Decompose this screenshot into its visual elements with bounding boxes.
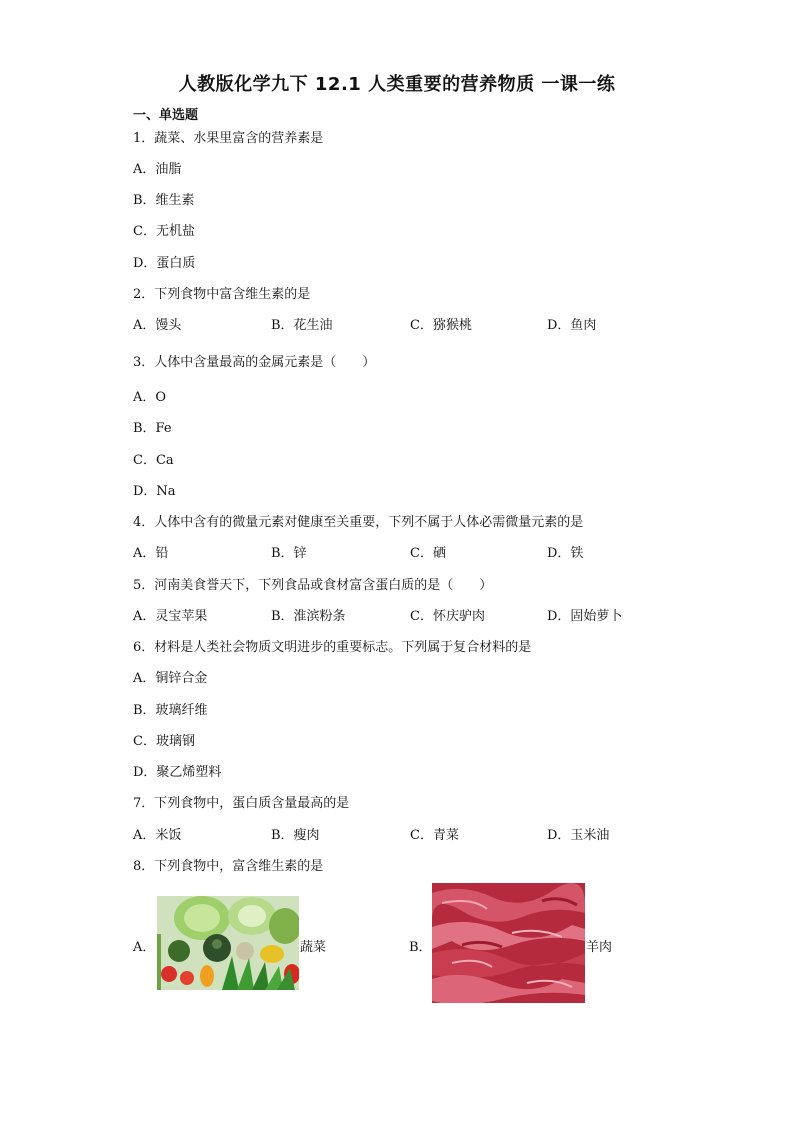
question-3-option-d[interactable]: D．Na bbox=[133, 484, 176, 499]
question-5-option-c[interactable]: C．怀庆驴肉 bbox=[410, 609, 485, 624]
question-8-option-a-letter[interactable]: A． bbox=[133, 940, 156, 955]
question-1-option-d[interactable]: D．蛋白质 bbox=[133, 256, 196, 271]
question-2-option-a[interactable]: A．馒头 bbox=[133, 318, 182, 333]
question-7-option-b[interactable]: B．瘦肉 bbox=[271, 828, 320, 843]
mutton-illustration bbox=[432, 883, 585, 1003]
question-4-option-d[interactable]: D．铁 bbox=[547, 546, 584, 561]
question-8-option-b-letter[interactable]: B． bbox=[409, 940, 432, 955]
question-2-stem: 2．下列食物中富含维生素的是 bbox=[133, 287, 311, 302]
question-6-option-c[interactable]: C．玻璃钢 bbox=[133, 734, 195, 749]
question-6-option-b[interactable]: B．玻璃纤维 bbox=[133, 703, 208, 718]
question-5-option-a[interactable]: A．灵宝苹果 bbox=[133, 609, 208, 624]
question-7-option-a[interactable]: A．米饭 bbox=[133, 828, 182, 843]
question-2-option-d[interactable]: D．鱼肉 bbox=[547, 318, 597, 333]
question-4-option-c[interactable]: C．硒 bbox=[410, 546, 446, 561]
question-7-stem: 7．下列食物中，蛋白质含量最高的是 bbox=[133, 796, 350, 811]
question-6-stem: 6．材料是人类社会物质文明进步的重要标志。下列属于复合材料的是 bbox=[133, 640, 532, 655]
question-3-option-c[interactable]: C．Ca bbox=[133, 453, 174, 468]
question-4-option-a[interactable]: A．铅 bbox=[133, 546, 169, 561]
page-title: 人教版化学九下 12.1 人类重要的营养物质 一课一练 bbox=[178, 74, 616, 95]
mutton-image[interactable] bbox=[432, 883, 585, 1003]
question-7-option-d[interactable]: D．玉米油 bbox=[547, 828, 610, 843]
question-5-option-d[interactable]: D．固始萝卜 bbox=[547, 609, 623, 624]
question-3-option-a[interactable]: A．O bbox=[133, 390, 167, 405]
question-4-option-b[interactable]: B．锌 bbox=[271, 546, 307, 561]
question-8-stem: 8．下列食物中，富含维生素的是 bbox=[133, 859, 324, 874]
question-1-option-b[interactable]: B．维生素 bbox=[133, 193, 195, 208]
question-3-stem: 3．人体中含量最高的金属元素是（ ） bbox=[133, 355, 376, 370]
question-1-option-c[interactable]: C．无机盐 bbox=[133, 224, 195, 239]
vegetables-illustration bbox=[157, 896, 299, 990]
question-3-option-b[interactable]: B．Fe bbox=[133, 421, 172, 436]
question-2-option-c[interactable]: C．猕猴桃 bbox=[410, 318, 472, 333]
question-5-stem: 5．河南美食誉天下，下列食品或食材富含蛋白质的是（ ） bbox=[133, 578, 493, 593]
question-6-option-a[interactable]: A．铜锌合金 bbox=[133, 671, 208, 686]
question-8-option-a-label[interactable]: 蔬菜 bbox=[300, 940, 327, 955]
question-6-option-d[interactable]: D．聚乙烯塑料 bbox=[133, 765, 222, 780]
question-7-option-c[interactable]: C．青菜 bbox=[410, 828, 459, 843]
question-5-option-b[interactable]: B．淮滨粉条 bbox=[271, 609, 346, 624]
vegetables-image[interactable] bbox=[157, 896, 299, 990]
question-4-stem: 4．人体中含有的微量元素对健康至关重要，下列不属于人体必需微量元素的是 bbox=[133, 515, 584, 530]
question-1-option-a[interactable]: A．油脂 bbox=[133, 162, 182, 177]
question-2-option-b[interactable]: B．花生油 bbox=[271, 318, 333, 333]
section-heading: 一、单选题 bbox=[133, 108, 199, 123]
question-1-stem: 1．蔬菜、水果里富含的营养素是 bbox=[133, 131, 324, 146]
question-8-option-b-label[interactable]: 羊肉 bbox=[586, 940, 613, 955]
